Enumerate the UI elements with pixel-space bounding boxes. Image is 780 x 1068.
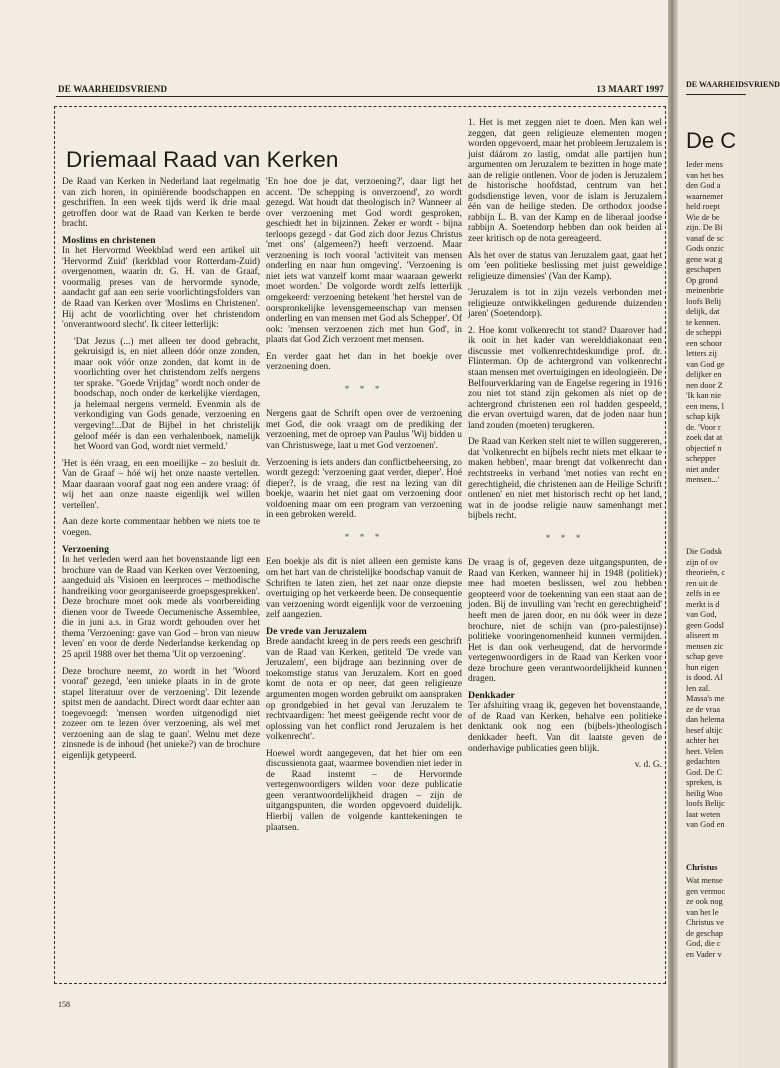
adjacent-text-line: held roept: [686, 202, 720, 211]
column-3: [468, 118, 662, 771]
adjacent-text-line: is dood. Al: [686, 673, 723, 682]
paragraph: Deze brochure neemt, zo wordt in het 'Woord vooraf' gezegd, 'een unieke plaats in in de grote stapel literatuur over de verzoening'. Dit lezende spitst men de aandacht. Direct wordt daar echter aan toegevoegd: 'mensen worden uitgenodigd niet zozeer om te lezen óver verzoening, als wel met verzoening aan de slag te gaan'. Welnu met deze zinsnede is de inhoud (het unieke?) van de brochure eigenlijk getypeerd.: [62, 666, 260, 761]
paragraph: 'Het is één vraag, en een moeilijke – zo besluit dr. Van de Graaf – hóé wij het onze naaste vertellen. Maar daaraan vooraf gaat nog een andere vraag: óf wij het aan onze naaste eigenlijk wel willen vertellen'.: [62, 458, 260, 511]
adjacent-text-line: vanaf de sc: [686, 233, 724, 243]
adjacent-text-line: een schoor: [686, 338, 723, 348]
adjacent-text-line: loofs Belijc: [686, 799, 725, 808]
adjacent-text-line: 'Ik kan nie: [686, 391, 721, 400]
paragraph: In het Hervormd Weekblad werd een artikel uit 'Hervormd Zuid' (kerkblad voor Rotterdam-Zuid) overgenomen, waarin dr. G. H. van de Graaf, voormalig preses van de hervormde synode, aandacht gaf aan een serie voorlichtingsfolders van de Raad van Kerken over 'Moslims en Christenen'. Hij acht de voorlichting over het christendom 'onverantwoord slecht'. Ik citeer letterlijk:: [62, 246, 260, 331]
adjacent-text-line: theorieën, c: [686, 568, 726, 577]
adjacent-text-line: zijn. De Bi: [686, 223, 723, 232]
adjacent-title: De C: [686, 128, 737, 153]
adjacent-text-line: God, die c: [686, 939, 721, 948]
adjacent-text-line: en Vader v: [686, 949, 722, 959]
adjacent-text-line: nen door Z: [686, 380, 723, 390]
adjacent-text-line: aliseert m: [686, 631, 719, 640]
adjacent-text-line: len zal.: [686, 683, 711, 693]
adjacent-text-line: loofs Belij: [686, 296, 722, 306]
adjacent-text-line: Wat mense: [686, 876, 723, 885]
adjacent-text-line: den God a: [686, 181, 721, 190]
adjacent-text-line: meinenbrie: [686, 286, 724, 295]
adjacent-page: [678, 0, 780, 1068]
adjacent-text-a: [686, 160, 766, 486]
adjacent-text-line: gen vermoc: [686, 886, 726, 896]
adjacent-text-line: gedachten: [686, 757, 720, 766]
paragraph: Nergens gaat de Schrift open over de verzoening met God, die ook vraagt om de prediking der verzoening, met de oproep van Paulus 'Wij bidden u van Christuswege, laat u met God verzoenen'.: [266, 409, 462, 452]
adjacent-text-line: schap kijk: [686, 412, 721, 421]
adjacent-text-line: Ieder mens: [686, 160, 723, 169]
paragraph: In het verleden werd aan het bovenstaande ligt een brochure van de Raad van Kerken over Verzoening, aangeduid als 'Visioen en leerproces – methodische handreiking voor georganiseerde groepsgesprekken'. Deze brochure moet ook mede als voorbereiding dienen voor de Tweede Oecumenische Assemblee, die in juni a.s. in Graz wordt gehouden over het thema 'Verzoening: gave van God – bron van nieuw leven' en voor de derde Nederlandse kerkendag op 25 april 1988 over het thema 'Uit op verzoening'.: [62, 555, 260, 660]
adjacent-text-line: schap geve: [686, 652, 723, 661]
section-heading-jeruzalem: De vrede van Jeruzalem: [266, 625, 367, 637]
paragraph: Aan deze korte commentaar hebben we niets toe te voegen.: [62, 517, 260, 538]
adjacent-text-line: de scheppi: [686, 328, 722, 337]
adjacent-text-line: mensen zic: [686, 641, 724, 651]
adjacent-text-line: van God ge: [686, 359, 725, 369]
publication-name: DE WAARHEIDSVRIEND: [58, 84, 168, 94]
issue-date: 13 MAART 1997: [596, 84, 664, 94]
adjacent-text-line: hun eigen: [686, 662, 719, 672]
adjacent-text-line: geen Godsl: [686, 620, 724, 630]
quotation: 'Dat Jezus (...) met alleen ter dood gebracht, gekruisigd is, en niet alleen dóór onze zonden, maar ook vóór onze zonden, dat komt in de voorlichting over het christendom zelfs nergens ter sprake. "Goede Vrijdag" wordt noch onder de boodschap, noch onder de kerkelijke vierdagen, ja helemaal nergens vermeld. Evenmin als de verkondiging van Gods genade, verzoening en vergeving!...Dat de Bijbel in het christelijk geloof méér is dan een verhalenboek, namelijk het Woord van God, wordt niet vermeld.': [74, 336, 260, 453]
adjacent-text-line: geschapen: [686, 265, 721, 274]
paragraph: En verder gaat het dan in het boekje over verzoening doen.: [266, 351, 462, 373]
adjacent-text-line: de. 'Voor r: [686, 422, 721, 432]
paragraph: Brede aandacht kreeg in de pers reeds een geschrift van de Raad van Kerken, getiteld 'De vrede van Jeruzalem', een bijdrage aan bezinning over de toekomstige status van Jeruzalem. Kort en goed komt de nota er op neer, dat geen religieuze argumenten mogen worden gebruikt om aanspraken op grondgebied in het geval van Jeruzalem te rechtvaardigen: 'het meest geëigende recht voor de oplossing van het conflict rond Jeruzalem is het volkenrecht'.: [266, 637, 462, 743]
adjacent-text-line: van God,: [686, 610, 717, 619]
column-2: [266, 177, 462, 839]
adjacent-text-b: [686, 547, 766, 831]
section-divider: * * *: [545, 533, 585, 544]
adjacent-text-line: besef altijc: [686, 725, 723, 735]
adjacent-text-line: objectief n: [686, 443, 722, 453]
adjacent-text-line: heilig Woo: [686, 788, 723, 798]
paragraph: Ter afsluiting vraag ik, gegeven het bovenstaande, of de Raad van Kerken, behalve een politieke denktank ook nog een (bijbels-)theologisch denkkader heeft. Van dit laatste geven de onderhavige publicaties geen blijk.: [468, 701, 662, 754]
paragraph: De vraag is of, gegeven deze uitgangspunten, de Raad van Kerken, wanneer hij in 1948 (politiek) mee had moeten beslissen, wel zou hebben geopteerd voor de toekenning van een staat aan de joden. Bij de invulling van 'recht en gerechtigheid' heeft men de jaren door, en nu óók weer in deze brochure, niet de schijn van (pro-palestijnse) politieke vooringenomenheid kunnen vermijden. Het is dan ook verheugend, dat de hervormde vertegenwoordigers in de Raad van Kerken voor deze brochure geen verantwoordelijkheid kunnen dragen.: [468, 558, 662, 685]
paragraph: Verzoening is iets anders dan conflictbeheersing, zo wordt gezegd: 'verzoening gaat verder, dieper'. Hoé dieper?, is de vraag, die rest na lezing van dit boekje, waarin het niet gaat om verzoening door voldoening maar om een program van verzoening in een gebroken wereld.: [266, 457, 462, 521]
adjacent-text-line: delijker en: [686, 370, 722, 379]
adjacent-text-line: van het le: [686, 907, 719, 917]
adjacent-text-line: zoek dat at: [686, 433, 723, 442]
adjacent-heading: Christus: [686, 862, 718, 872]
paragraph: Als het over de status van Jeruzalem gaat, gaat het om 'een politieke beslissing met juist geweldige religieuze dimensies' (Van der Kamp).: [468, 250, 662, 282]
adjacent-text-line: laat weten: [686, 809, 721, 819]
adjacent-text-line: niet ander: [686, 464, 720, 474]
adjacent-publication-name: DE WAARHEIDSVRIEND: [686, 80, 780, 89]
adjacent-text-line: Die Godsk: [686, 547, 723, 556]
page-number: 158: [58, 1000, 70, 1009]
article-title: Driemaal Raad van Kerken: [66, 147, 339, 172]
adjacent-text-line: heet. Velen: [686, 746, 724, 756]
section-divider: * * *: [344, 532, 384, 543]
adjacent-text-line: zijn of ov: [686, 557, 719, 567]
column-1: [62, 177, 260, 767]
section-divider: * * *: [344, 384, 384, 395]
adjacent-text-c: [686, 876, 766, 960]
adjacent-text-line: Gods onzic: [686, 244, 724, 253]
section-heading-verzoening: Verzoening: [62, 543, 109, 555]
adjacent-text-line: de geschap: [686, 928, 723, 938]
adjacent-text-line: te kennen.: [686, 317, 721, 327]
paragraph: 1. Het is met zeggen niet te doen. Men kan wel zeggen, dat geen religieuze elementen mogen worden opgevoerd, maar het probleem Jeruzalem is juist dáárom zo lastig, omdat alle partijen hun argumenten om Jeruzalem te bezitten in hoge mate aan de religie ontlenen. Voor de joden is Jeruzalem de historische hoofdstad, centrum van het godsdienstige leven, voor de islam is Jeruzalem één van de heilige steden. De orthodox joodse rabbijn L. B. van der Kamp en de liberaal joodse rabbijn A. Soetendorp hebben dan ook beiden al zeer kritisch op de nota gereageerd.: [468, 118, 662, 245]
adjacent-text-line: ze ook nog: [686, 897, 723, 906]
adjacent-text-line: een mens, l: [686, 401, 724, 411]
adjacent-text-line: van God en: [686, 820, 725, 829]
intro-paragraph: De Raad van Kerken in Nederland laat regelmatig van zich horen, in opiniërende boodschappen en geschriften. In een week tijds werd ik drie maal getroffen door wat de Raad van Kerken te berde bracht.: [62, 177, 260, 230]
adjacent-text-line: ren uit de: [686, 578, 718, 588]
adjacent-text-line: van het bes: [686, 170, 724, 180]
paragraph: 'Jeruzalem is tot in zijn vezels verbonden met religieuze ontwikkelingen gedurende duizenden jaren' (Soetendorp).: [468, 288, 662, 320]
author-signature: v. d. G.: [634, 760, 662, 771]
adjacent-text-line: zelfs in ee: [686, 589, 720, 598]
adjacent-text-line: Op grond: [686, 275, 718, 285]
adjacent-header-rule: [686, 94, 746, 95]
adjacent-text-line: dan helema: [686, 715, 725, 724]
adjacent-text-line: letters zij: [686, 349, 717, 358]
page-gutter: [668, 0, 678, 1068]
adjacent-text-line: delijk, dat: [686, 307, 720, 316]
adjacent-text-line: Massa's me: [686, 694, 725, 703]
paragraph: 'En hoe doe je dat, verzoening?', daar ligt het accent. 'De schepping is onverzoend', zo wordt gezegd. Wat houdt dat theologisch in? Wanneer al over verzoening met God wordt gesproken, geschiedt het in bijzinnen. Zeker er wordt - bijna terloops gezegd - dat God zich door Jezus Christus 'met ons' (algemeen?) heeft verzoend. Maar verzoening is toch vooral 'activiteit van mensen onderling en naar hun omgeving'. 'Verzoening is niet iets wat vanzelf komt maar waaraan gewerkt moet worden.' De volgorde wordt zelfs letterlijk omgekeerd: verzoening betekent 'het herstel van de oorspronkelijke levensgemeenschap van mensen onderling en van mensen met God als Schepper'. Of ook: 'mensen verzoenen zich met hun God', in plaats dat God Zich verzoent met mensen.: [266, 177, 462, 346]
paragraph: 2. Hoe komt volkenrecht tot stand? Daarover had ik ooit in het kader van werelddiakonaat een discussie met volkenrechtdeskundige prof. dr. Flinterman. Op de achtergrond van volkenrecht staan mensen met overtuigingen en ideologieën. De Belfourverklaring van de Engelse regering in 1916 zou niet tot stand zijn gekomen als niet op de achtergrond christenen een rol hadden gespeeld, die ervan overtuigd waren, dat de joden naar hun land zouden (moeten) terugkeren.: [468, 325, 662, 431]
adjacent-text-line: waarnemer: [686, 191, 724, 201]
header-rule: [56, 96, 668, 97]
adjacent-text-line: Christus ve: [686, 918, 724, 927]
paragraph: De Raad van Kerken stelt niet te willen suggereren, dat 'volkenrecht en bijbels recht niets met elkaar te maken hebben', maar brengt dat volkenrecht dan rechtstreeks in verband 'met noties van recht en gerechtigheid, die christenen aan de Heilige Schrift ontlenen' en niet met historisch recht op het land, wat in de joodse religie nauw samenhangt met bijbels recht.: [468, 437, 662, 522]
section-heading-moslims: Moslims en christenen: [62, 234, 156, 246]
adjacent-text-line: spreken, is: [686, 778, 722, 787]
paragraph: Een boekje als dit is niet alleen een gemiste kans om het hart van de christelijke boodschap vanuit de Schriften te laten zien, het zet naar onze diepste overtuiging op het verkeerde been. De consequentie van verzoening wordt eigenlijk voor de verzoening zelf aangezien.: [266, 557, 462, 621]
adjacent-text-line: gene wat g: [686, 254, 723, 264]
section-heading-denkkader: Denkkader: [468, 689, 515, 701]
adjacent-text-line: mensen...': [686, 475, 720, 484]
adjacent-text-line: Wie de be: [686, 212, 720, 222]
adjacent-text-line: ze de vraa: [686, 704, 720, 714]
paragraph: Hoewel wordt aangegeven, dat het hier om een discussienota gaat, waarmee bovendien niet ieder in de Raad instemt – de Hervormde vertegenwoordigers wilden voor deze publicatie geen verantwoordelijkheid dragen – zijn de uitgangspunten, die worden opgevoerd duidelijk. Hierbij vallen de volgende kanttekeningen te plaatsen.: [266, 748, 462, 833]
adjacent-text-line: merkt is d: [686, 599, 720, 609]
adjacent-text-line: God. De C: [686, 767, 723, 777]
adjacent-text-line: schepper: [686, 454, 716, 463]
adjacent-text-line: achter het: [686, 736, 719, 745]
